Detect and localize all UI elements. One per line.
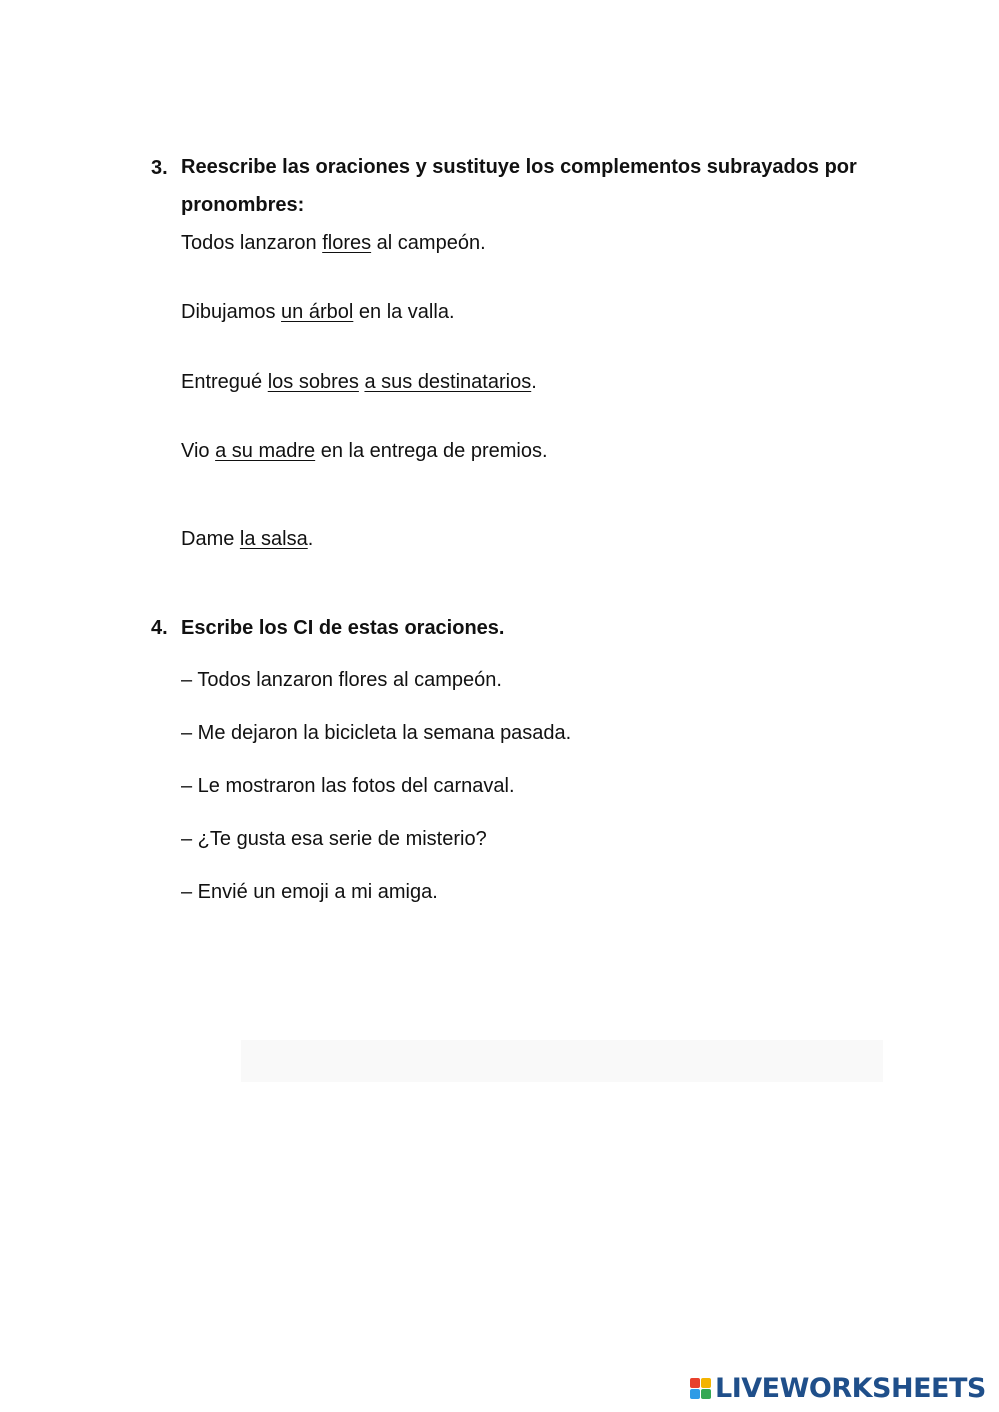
underlined-complement: los sobres <box>267 371 359 393</box>
sentence-row <box>181 371 537 394</box>
sentence-row <box>181 301 455 324</box>
sentence-text: Vio <box>181 440 216 462</box>
sentence-row <box>181 440 548 463</box>
sentence-text: . <box>307 528 314 550</box>
list-item: – Envié un emoji a mi amiga. <box>181 881 438 903</box>
sentence-text: en la valla. <box>353 301 455 323</box>
underlined-complement: flores <box>322 232 372 254</box>
sentence-text: Dibujamos <box>181 301 282 323</box>
list-item: – Le mostraron las fotos del carnaval. <box>181 775 515 797</box>
underlined-complement: un árbol <box>281 301 354 323</box>
question-4-number: 4. <box>151 617 168 639</box>
logo-square-blue <box>690 1389 700 1399</box>
sentence-text: en la entrega de premios. <box>315 440 548 462</box>
underlined-complement: a su madre <box>215 440 316 462</box>
brand-name: LIVEWORKSHEETS <box>715 1372 986 1404</box>
question-3-title-line-2: pronombres: <box>181 194 305 216</box>
question-4-title: Escribe los CI de estas oraciones. <box>181 617 505 639</box>
underlined-complement: la salsa <box>239 528 308 550</box>
sentence-row <box>181 232 486 255</box>
sentence-text: al campeón. <box>371 232 486 254</box>
question-3-number: 3. <box>151 157 168 179</box>
sentence-row <box>181 528 313 551</box>
sentence-text: . <box>531 371 537 393</box>
sentence-text: Dame <box>181 528 240 550</box>
underlined-complement: a sus destinatarios <box>364 371 532 393</box>
sentence-text: Entregué <box>181 371 268 393</box>
list-item: – Me dejaron la bicicleta la semana pasada. <box>181 722 572 744</box>
list-item: – ¿Te gusta esa serie de misterio? <box>181 828 487 850</box>
logo-square-yellow <box>701 1378 711 1388</box>
question-3-title <box>181 148 857 224</box>
logo-square-green <box>701 1389 711 1399</box>
sentence-text: Todos lanzaron <box>181 232 323 254</box>
answer-input[interactable] <box>241 1040 883 1082</box>
liveworksheets-logo-icon <box>690 1378 711 1399</box>
question-3-title-line-1: Reescribe las oraciones y sustituye los complementos subrayados por <box>181 156 857 178</box>
list-item: – Todos lanzaron flores al campeón. <box>181 669 502 691</box>
logo-square-red <box>690 1378 700 1388</box>
liveworksheets-brand[interactable] <box>690 1373 986 1403</box>
